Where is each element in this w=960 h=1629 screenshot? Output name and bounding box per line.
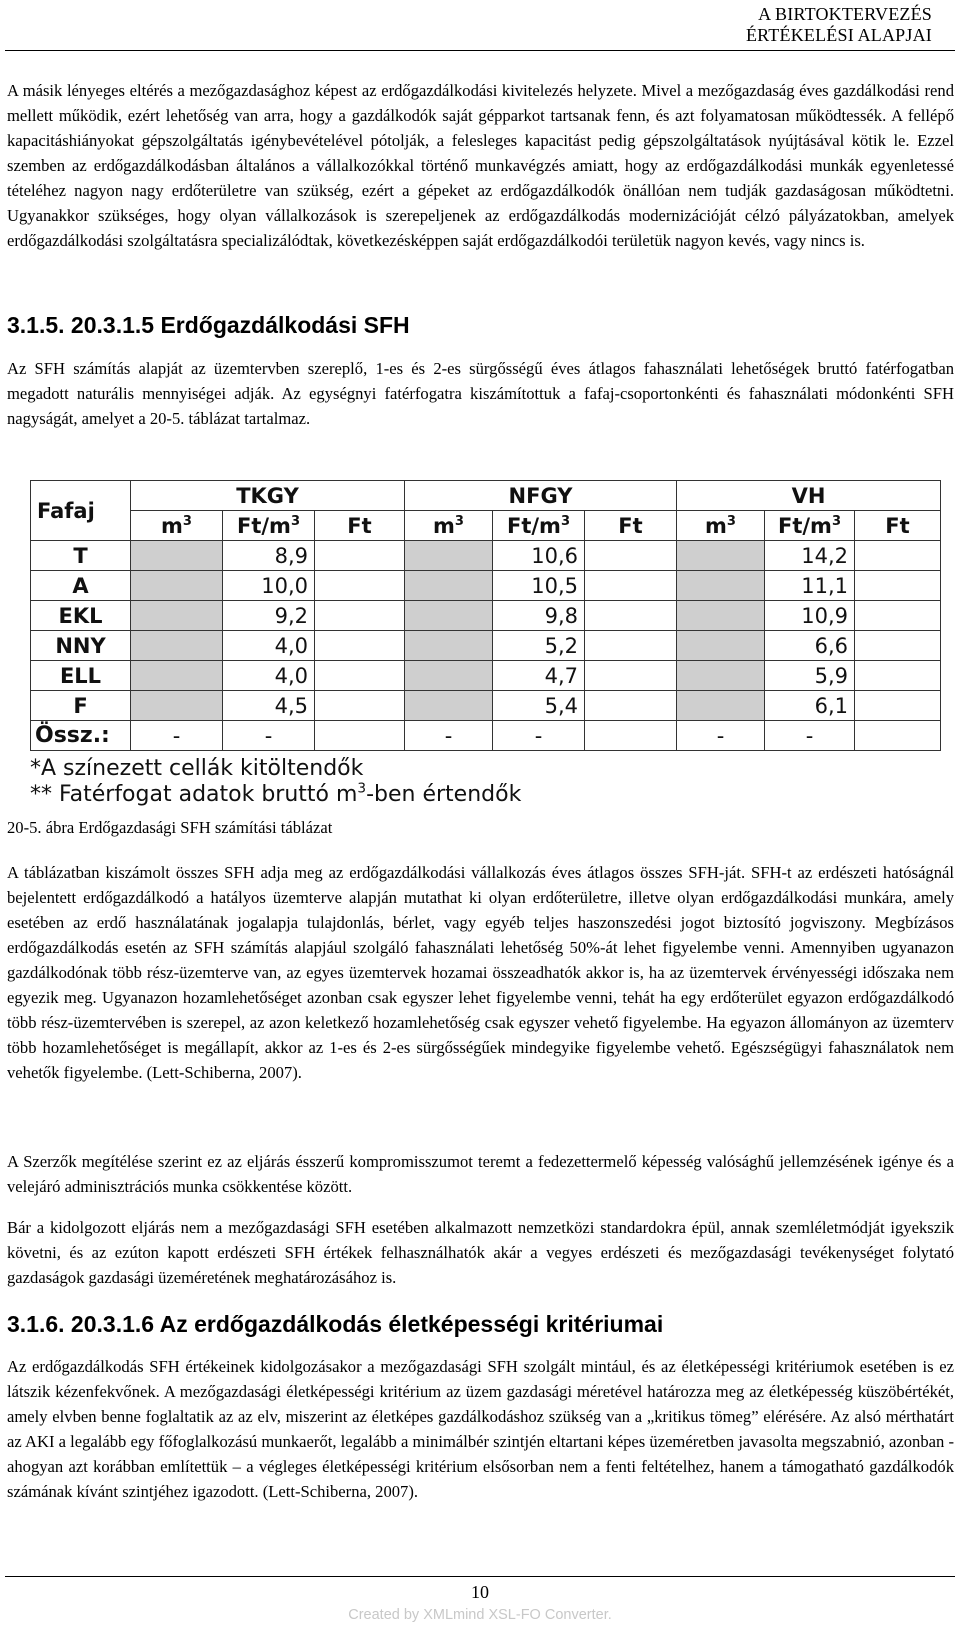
- value-cell: 5,2: [493, 631, 585, 661]
- result-cell: [855, 661, 941, 691]
- result-cell: [855, 541, 941, 571]
- value-cell: 4,7: [493, 661, 585, 691]
- paragraph-szerzok: A Szerzők megítélése szerint ez az eljárás ésszerű kompromisszumot teremt a fedezettermelő képesség valósághű jellemzésének igénye és a velejáró adminisztrációs munka csökkentése között.: [7, 1152, 954, 1196]
- paragraph-eletkepesseg: Az erdőgazdálkodás SFH értékeinek kidolgozásakor a mezőgazdasági SFH szolgált mintául, és az életképességi kritériumok esetében is ez látszik kézenfekvőnek. A mezőgazdasági életképességi kritérium az üzem gazdasági méretével határozza meg az életképesség küszöbértékét, amely elvben benne foglaltatik az az elv, miszerint az életképes gazdálkodáshoz szükség van a „kritikus tömeg” elérésére. Az alsó mérthatárt az AKI a legalább egy főfoglalkozású munkaerőt, legalább a minimálbér szintjén eltartani képes üzeméretben javasolta megszabnió, azonban - ahogyan azt korábban említettük – a végleges életképességi kritérium elsősorban nem a fenti feltételhez, hanem a támogatható gazdálkodók számának kívánt szintjéhez igazodott. (Lett-Schiberna, 2007).: [7, 1357, 954, 1501]
- value-cell: 14,2: [765, 541, 855, 571]
- input-cell: [131, 691, 223, 721]
- total-dash: -: [223, 721, 315, 751]
- species-cell: A: [31, 571, 131, 601]
- species-cell: EKL: [31, 601, 131, 631]
- value-cell: 10,5: [493, 571, 585, 601]
- result-cell: [585, 601, 677, 631]
- input-cell: [131, 541, 223, 571]
- footer-divider: [5, 1576, 955, 1577]
- result-cell: [315, 691, 405, 721]
- paragraph-sfh-szamitas: A táblázatban kiszámolt összes SFH adja meg az erdőgazdálkodási vállalkozás éves átlagos összes SFH-ját. SFH-t az erdészeti hatóságnál bejelentett erdőgazdálkodó a hatályos üzemterve alapján mutathat ki olyan erdőterületre, illetve olyan erdőgazdálkodási munkára, amely esetében az erdő használatának jogalapja tulajdonlás, bérlet, vagy egyéb teljes haszonszedési jogot biztosító jogviszony. Megbízásos erdőgazdálkodás esetén az SFH számítás alapjául szolgáló fahasználati lehetőség 50%-át lehet figyelembe venni. Amennyiben ugyanazon gazdálkodónak több rész-üzemterve van, az egyes üzemtervek hozamai összeadhatók akkor is, ha az üzemtervek érvényességi időszaka nem egyezik meg. Ugyanazon hozamlehetőséget azonban csak egyszer lehet figyelembe venni, tehát ha egy erdőterület egyazon erdőgazdálkodó több rész-üzemtervében is szerepel, az azon keletkező hozamlehetőség csak egyszer vehető figyelembe. Ha egyazon állományon az üzemterv több hozamlehetőséget is megállapít, akkor az 1-es és 2-es sürgősségűek mindegyike figyelembe vehető. Egészségügyi fahasználatok nem vehetők figyelembe. (Lett-Schiberna, 2007).: [7, 863, 954, 1082]
- input-cell: [677, 601, 765, 631]
- input-cell: [677, 661, 765, 691]
- converter-credit: Created by XMLmind XSL-FO Converter.: [348, 1607, 612, 1623]
- table-row: [31, 691, 941, 721]
- unit-m3: $m^3$: [405, 511, 493, 541]
- total-cell: [855, 721, 941, 751]
- value-cell: 11,1: [765, 571, 855, 601]
- result-cell: [855, 571, 941, 601]
- unit-ftm3: $Ft/m^3$: [765, 511, 855, 541]
- value-cell: 10,9: [765, 601, 855, 631]
- table-row: [31, 541, 941, 571]
- section-heading-3-1-6: 3.1.6. 20.3.1.6 Az erdőgazdálkodás életképességi kritériumai: [7, 1311, 664, 1337]
- sfh-table-figure: [30, 480, 950, 815]
- header-vh: VH: [677, 481, 941, 511]
- result-cell: [315, 631, 405, 661]
- paragraph-kivitelezes: A másik lényeges eltérés a mezőgazdasághoz képest az erdőgazdálkodási kivitelezés helyzete. Mivel a mezőgazdaság éves gazdálkodási rend mellett működik, ezért lehetőség van arra, hogy a gazdálkodók saját gépparkot tartsanak fenn, és azt folyamatosan működtessék. A fellépő kapacitáshiányokat gépszolgáltatás igénybevételével pótolják, a felesleges kapacitást pedig gépszolgáltatások nyújtásával kötik le. Ezzel szemben az erdőgazdálkodásban általános a vállalkozókkal történő munkavégzés amiatt, hogy az erdőgazdálkodási munkák egyenletessé tételéhez nagyon nagy erdőterületre van szükség, ezért a gépeket az erdőgazdálkodók önállóan nem tudják gazdaságosan működtetni. Ugyanakkor szükséges, hogy olyan vállalkozások is szerepeljenek az erdőgazdálkodás modernizációját célzó pályázatokban, amelyek erdőgazdálkodási szolgáltatásra specializálódtak, következésképpen saját erdőgazdálkodói területük nagyon kevés, vagy nincs is.: [7, 81, 954, 250]
- value-cell: 4,0: [223, 661, 315, 691]
- input-cell: [131, 661, 223, 691]
- input-cell: [405, 541, 493, 571]
- result-cell: [585, 661, 677, 691]
- value-cell: 10,6: [493, 541, 585, 571]
- result-cell: [315, 661, 405, 691]
- input-cell: [405, 691, 493, 721]
- header-nfgy: NFGY: [405, 481, 677, 511]
- input-cell: [405, 661, 493, 691]
- input-cell: [131, 571, 223, 601]
- input-cell: [405, 571, 493, 601]
- input-cell: [131, 631, 223, 661]
- value-cell: 6,6: [765, 631, 855, 661]
- unit-ftm3: $Ft/m^3$: [493, 511, 585, 541]
- total-dash: -: [493, 721, 585, 751]
- sfh-table: [30, 480, 941, 751]
- unit-ft: Ft: [585, 511, 677, 541]
- running-header: [746, 4, 932, 46]
- result-cell: [855, 601, 941, 631]
- value-cell: 5,9: [765, 661, 855, 691]
- total-dash: -: [131, 721, 223, 751]
- species-cell: T: [31, 541, 131, 571]
- table-row: [31, 571, 941, 601]
- table-row: [31, 601, 941, 631]
- value-cell: 4,5: [223, 691, 315, 721]
- unit-m3: $m^3$: [131, 511, 223, 541]
- total-dash: -: [765, 721, 855, 751]
- unit-ft: Ft: [855, 511, 941, 541]
- figure-caption: 20-5. ábra Erdőgazdasági SFH számítási táblázat: [7, 818, 333, 837]
- value-cell: 9,8: [493, 601, 585, 631]
- value-cell: 9,2: [223, 601, 315, 631]
- value-cell: 6,1: [765, 691, 855, 721]
- table-note-2: ** Fatérfogat adatok bruttó $m^3$-ben értendők: [30, 780, 522, 807]
- result-cell: [585, 691, 677, 721]
- total-cell: [585, 721, 677, 751]
- unit-m3: $m^3$: [677, 511, 765, 541]
- value-cell: 4,0: [223, 631, 315, 661]
- result-cell: [315, 541, 405, 571]
- unit-ft: Ft: [315, 511, 405, 541]
- unit-ftm3: $Ft/m^3$: [223, 511, 315, 541]
- result-cell: [315, 601, 405, 631]
- result-cell: [585, 571, 677, 601]
- paragraph-sfh-alap: Az SFH számítás alapját az üzemtervben szereplő, 1-es és 2-es sürgősségű éves átlagos fahasználati lehetőségek bruttó fatérfogatban megadott naturális mennyiségei adják. Az egységnyi fatérfogatra kiszámítottuk a fafaj-csoportonkénti és fahasználati módonkénti SFH nagyságát, amelyet a 20-5. táblázat tartalmaz.: [7, 359, 954, 428]
- total-dash: -: [677, 721, 765, 751]
- input-cell: [405, 601, 493, 631]
- result-cell: [585, 541, 677, 571]
- result-cell: [315, 571, 405, 601]
- input-cell: [677, 631, 765, 661]
- species-cell: F: [31, 691, 131, 721]
- input-cell: [677, 541, 765, 571]
- table-row: [31, 661, 941, 691]
- input-cell: [677, 691, 765, 721]
- header-divider: [5, 50, 955, 51]
- input-cell: [131, 601, 223, 631]
- table-note-1: *A színezett cellák kitöltendők: [30, 756, 364, 781]
- input-cell: [405, 631, 493, 661]
- value-cell: 10,0: [223, 571, 315, 601]
- table-total-row: [31, 721, 941, 751]
- value-cell: 8,9: [223, 541, 315, 571]
- result-cell: [585, 631, 677, 661]
- header-tkgy: TKGY: [131, 481, 405, 511]
- result-cell: [855, 631, 941, 661]
- header-line-2: ÉRTÉKELÉSI ALAPJAI: [745, 25, 932, 45]
- value-cell: 5,4: [493, 691, 585, 721]
- input-cell: [677, 571, 765, 601]
- header-fafaj: Fafaj: [31, 481, 131, 541]
- section-heading-3-1-5: 3.1.5. 20.3.1.5 Erdőgazdálkodási SFH: [7, 312, 410, 338]
- total-dash: -: [405, 721, 493, 751]
- total-cell: [315, 721, 405, 751]
- table-row: [31, 631, 941, 661]
- paragraph-kidolgozott-eljaras: Bár a kidolgozott eljárás nem a mezőgazdasági SFH esetében alkalmazott nemzetközi standardokra épül, annak szemléletmódját igyekszik követni, és az ezúton kapott erdészeti SFH értékek felhasználhatók akár a vegyes erdészeti és mezőgazdasági tevékenységet folytató gazdaságok gazdasági üzeméretének meghatározásához is.: [7, 1218, 954, 1287]
- page-number: 10: [471, 1582, 489, 1602]
- species-cell: NNY: [31, 631, 131, 661]
- result-cell: [855, 691, 941, 721]
- total-label: Össz.:: [31, 721, 131, 751]
- species-cell: ELL: [31, 661, 131, 691]
- header-line-1: A BIRTOKTERVEZÉS: [758, 4, 932, 24]
